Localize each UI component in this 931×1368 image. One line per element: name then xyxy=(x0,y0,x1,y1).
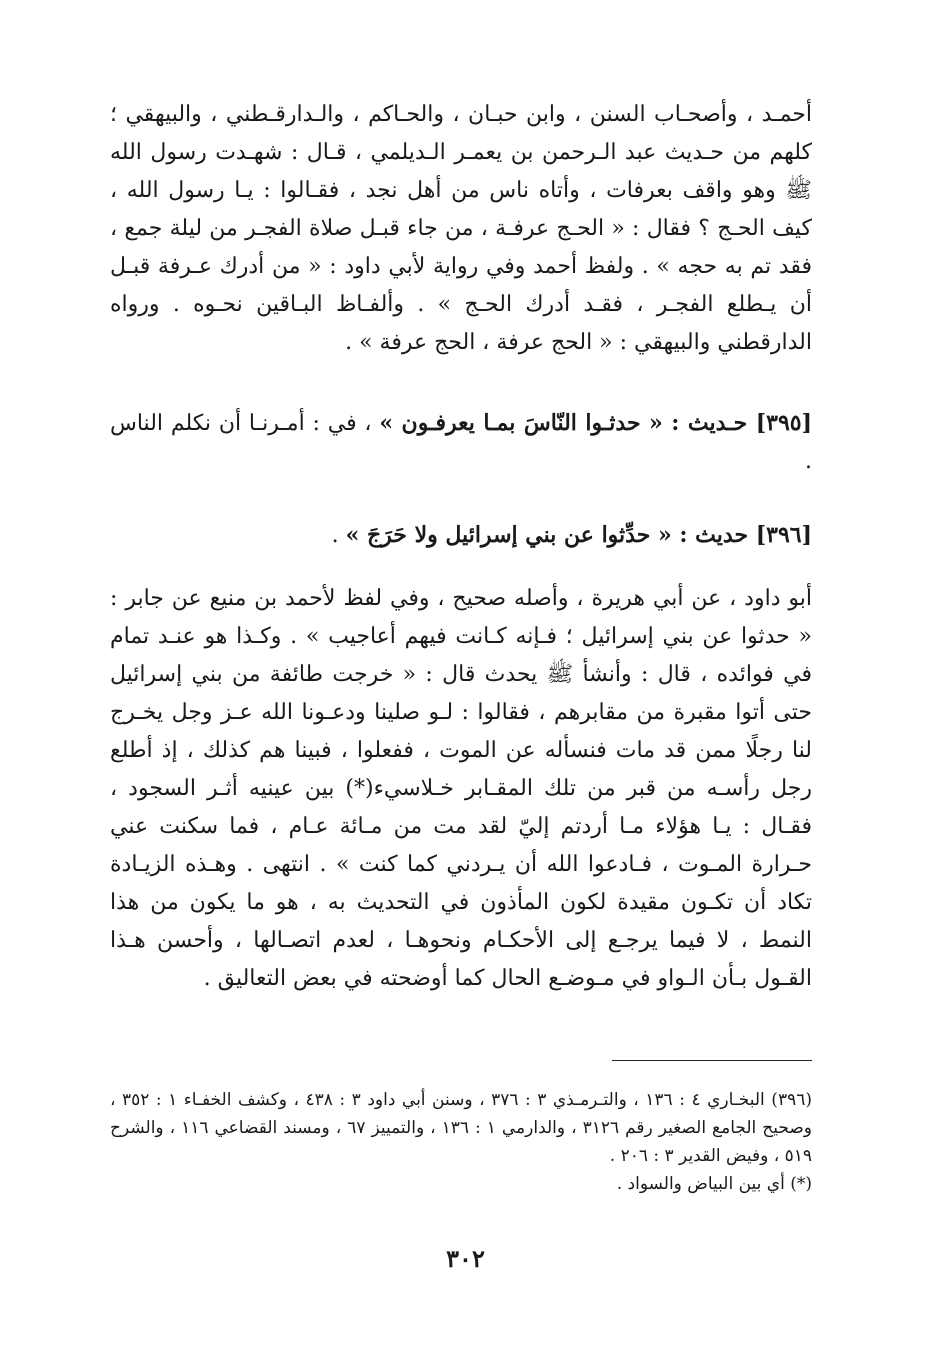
hadith-396-quote: « حدِّثوا عن بني إسرائيل ولا حَرَجَ » xyxy=(345,522,672,548)
page-number: ٣٠٢ xyxy=(446,1244,485,1273)
hadith-396-end: . xyxy=(331,523,346,548)
hadith-396-number: [٣٩٦] حديث : xyxy=(671,522,812,548)
hadith-396-line xyxy=(110,516,812,555)
hadith-395-line xyxy=(110,404,812,481)
hadith-395-quote: « حدثـوا النّاسَ بمـا يعرفـون » xyxy=(379,410,663,436)
paragraph-text: أبو داود ، عن أبي هريرة ، وأصله صحيح ، وفي لفظ لأحمد بن منيع عن جابر : « حدثوا عن بني إسرائيل ؛ فـإنه كـانت فيهم أعاجيب » . وكـذا هو عنـد تمام في فوائده ، قال : وأنشأ ﷺ يحدث قال : « خرجت طائفة من بني إسرائيل حتى أتوا مقبرة من مقابرهم ، فقالوا : لـو صلينا ودعـونا الله عـز وجل يخـرج لنا رجلًا ممن قد مات فنسأله عن الموت ، ففعلوا ، فبينا هم كذلك ، إذ أطلع رجل رأسـه من قبر من تلك المقـابر خـلاسيء(*) بين عينيه أثـر السجود ، فقـال : يـا هؤلاء مـا أردتم إليّ لقد مت من مـائة عـام ، فما سكنت عني حـرارة المـوت ، فـادعوا الله أن يـردني كما كنت » . انتهى . وهـذه الزيـادة تكاد أن تكـون مقيدة لكون المأذون في التحديث به ، هو ما يكون من هذا النمط ، لا فيما يرجـع إلى الأحكـام ونحوهـا ، لعدم اتصـالها ، وأحسن هـذا القـول بـأن الـواو في مـوضـع الحال كما أوضحته في بعض التعاليق . xyxy=(110,586,812,991)
hadith-396-heading xyxy=(110,516,812,555)
footnotes xyxy=(110,1086,812,1198)
paragraph-hadith-396-commentary xyxy=(110,580,812,998)
footnote-separator xyxy=(612,1060,812,1061)
paragraph-hadith-394-sources xyxy=(110,96,812,362)
footnote-star: (*) أي بين البياض والسواد . xyxy=(616,1174,812,1194)
hadith-395-number: [٣٩٥] حـديث : xyxy=(662,410,812,436)
hadith-395-heading xyxy=(110,404,812,481)
hadith-395-comment: ، في : أمـرنـا أن نكلم الناس . xyxy=(110,411,812,474)
paragraph-text: أحمـد ، وأصحـاب السنن ، وابن حبـان ، والحـاكم ، والـدارقـطني ، والبيهقي ؛ كلهم من حـديث عبد الـرحمن بن يعمـر الـديلمي ، قـال : شهـدت رسول الله ﷺ وهو واقف بعرفات ، وأتاه ناس من أهل نجد ، فقـالوا : يـا رسول الله ، كيف الحـج ؟ فقال : « الحـج عرفـة ، من جاء قبـل صلاة الفجـر من ليلة جمع ، فقد تم به حجه » . ولفظ أحمد وفي رواية لأبي داود : « من أدرك عـرفة قبـل أن يـطلع الفجـر ، فقـد أدرك الحـج » . وألفـاظ البـاقين نحـوه . ورواه الدارقطني والبيهقي : « الحج عرفة ، الحج عرفة » . xyxy=(110,102,812,355)
footnote-396: (٣٩٦) البخـاري ٤ : ١٣٦ ، والتـرمـذي ٣ : ٣٧٦ ، وسنن أبي داود ٣ : ٤٣٨ ، وكشف الخفـاء ١ : ٣٥٢ ، وصحيح الجامع الصغير رقم ٣١٢٦ ، والدارمي ١ : ١٣٦ ، والتمييز ٦٧ ، ومسند القضاعي ١١٦ ، والشرح ٥١٩ ، وفيض القدير ٣ : ٢٠٦ . xyxy=(110,1090,812,1166)
